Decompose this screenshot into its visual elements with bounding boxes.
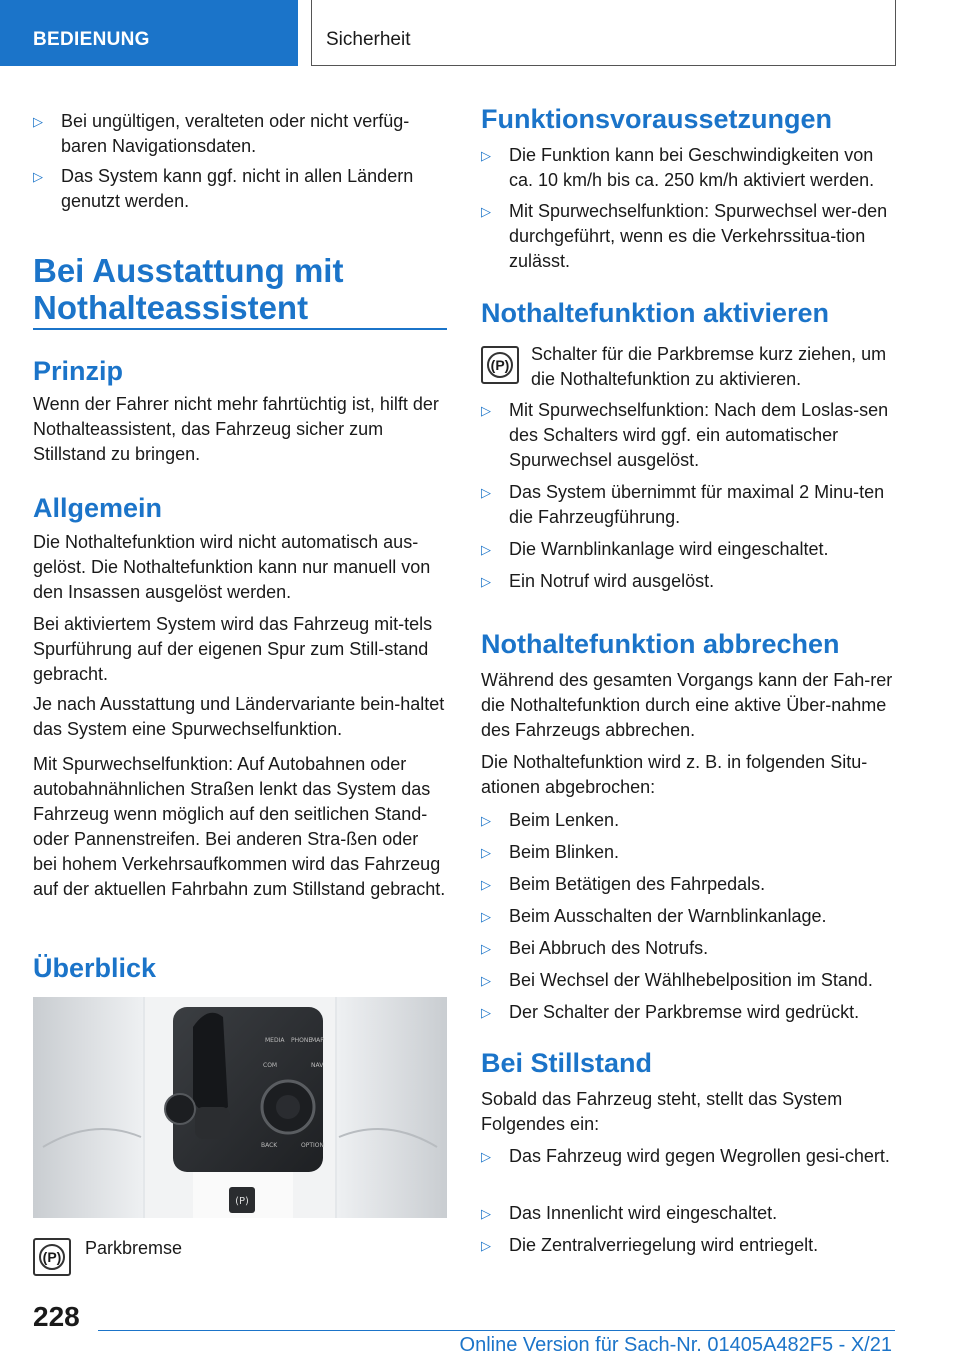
- page-header: [0, 0, 960, 66]
- heading-rule: [33, 328, 447, 330]
- footer-rule: [98, 1330, 895, 1331]
- list-item: ▷ Der Schalter der Parkbremse wird gedrückt.: [481, 1000, 897, 1025]
- bullet-triangle-icon: ▷: [33, 169, 43, 184]
- list-item: ▷ Die Zentralverriegelung wird entriegelt.: [481, 1233, 897, 1258]
- heading-ueberblick: Überblick: [33, 953, 157, 983]
- list-item: ▷ Beim Blinken.: [481, 840, 897, 865]
- photo-label-com: COM: [263, 1062, 278, 1069]
- list-item: ▷ Die Warnblinkanlage wird eingeschaltet.: [481, 537, 897, 562]
- photo-label-media: MEDIA: [265, 1037, 285, 1044]
- svg-text:(P): (P): [235, 1196, 249, 1207]
- bullet-triangle-icon: ▷: [481, 813, 491, 828]
- bullet-triangle-icon: ▷: [33, 114, 43, 129]
- paragraph: Schalter für die Parkbremse kurz ziehen, um die Nothaltefunktion zu aktivieren.: [531, 344, 887, 389]
- list-item: ▷ Ein Notruf wird ausgelöst.: [481, 569, 897, 594]
- paragraph: Mit Spurwechselfunktion: Auf Autobahnen oder autobahnähnlichen Straßen lenkt das System das Fahrzeug wenn möglich auf den seitlichen Stand- oder Pannenstreifen. Bei anderen Stra-ßen oder bei hohem Verkehrsaufkommen wird das Fahrzeug auf der aktuellen Fahrbahn zum Stillstand gebracht.: [33, 754, 446, 899]
- bullet-triangle-icon: ▷: [481, 877, 491, 892]
- list-item: ▷ Beim Betätigen des Fahrpedals.: [481, 872, 897, 897]
- bullet-triangle-icon: ▷: [481, 1238, 491, 1253]
- bullet-triangle-icon: ▷: [481, 1005, 491, 1020]
- parking-brake-icon: (P): [481, 346, 519, 384]
- bullet-triangle-icon: ▷: [481, 1206, 491, 1221]
- list-item: ▷ Das System kann ggf. nicht in allen Ländern genutzt werden.: [33, 166, 414, 211]
- figure-caption: Parkbremse: [85, 1238, 183, 1258]
- list-item: ▷ Beim Lenken.: [481, 808, 897, 833]
- paragraph: Die Nothaltefunktion wird z. B. in folgenden Situ-ationen abgebrochen:: [481, 752, 868, 797]
- paragraph: Wenn der Fahrer nicht mehr fahrtüchtig ist, hilft der Nothalteassistent, das Fahrzeug sicher zum Stillstand zu bringen.: [33, 394, 439, 464]
- bullet-triangle-icon: ▷: [481, 485, 491, 500]
- bullet-triangle-icon: ▷: [481, 542, 491, 557]
- bullet-triangle-icon: ▷: [481, 941, 491, 956]
- list-item: ▷ Das System übernimmt für maximal 2 Minu-ten die Fahrzeugführung.: [481, 482, 885, 527]
- heading-nothaltefunktion-aktivieren: Nothaltefunktion aktivieren: [481, 298, 830, 328]
- paragraph: Bei aktiviertem System wird das Fahrzeug mit-tels Spurführung auf der eigenen Spur zum Still-stand gebracht.: [33, 614, 433, 684]
- chapter-heading: Bei Ausstattung mit Nothalteassistent: [33, 252, 344, 326]
- gear-console-photo: [33, 997, 447, 1218]
- chapter-tab: BEDIENUNG: [0, 0, 298, 66]
- paragraph: Die Nothaltefunktion wird nicht automatisch aus-gelöst. Die Nothaltefunktion kann nur manuell von den Insassen ausgelöst werden.: [33, 532, 431, 602]
- list-item: ▷ Das Innenlicht wird eingeschaltet.: [481, 1201, 897, 1226]
- heading-prinzip: Prinzip: [33, 356, 124, 386]
- list-item: ▷ Bei ungültigen, veralteten oder nicht verfüg-baren Navigationsdaten.: [33, 111, 410, 156]
- paragraph: Sobald das Fahrzeug steht, stellt das System Folgendes ein:: [481, 1089, 843, 1134]
- photo-label-map: MAP: [311, 1037, 324, 1044]
- list-item: ▷ Beim Ausschalten der Warnblinkanlage.: [481, 904, 897, 929]
- bullet-triangle-icon: ▷: [481, 403, 491, 418]
- bullet-triangle-icon: ▷: [481, 148, 491, 163]
- list-item: ▷ Mit Spurwechselfunktion: Spurwechsel wer-den durchgeführt, wenn es die Verkehrssitua-tion zulässt.: [481, 201, 888, 271]
- page-number: 228: [33, 1301, 80, 1332]
- paragraph: Je nach Ausstattung und Ländervariante bein-haltet das System eine Spurwechselfunktion.: [33, 694, 445, 739]
- heading-allgemein: Allgemein: [33, 493, 163, 523]
- heading-bei-stillstand: Bei Stillstand: [481, 1048, 653, 1078]
- bullet-triangle-icon: ▷: [481, 845, 491, 860]
- photo-label-back: BACK: [261, 1142, 278, 1149]
- bullet-triangle-icon: ▷: [481, 909, 491, 924]
- list-item: ▷ Bei Wechsel der Wählhebelposition im Stand.: [481, 968, 897, 993]
- photo-label-option: OPTION: [301, 1142, 324, 1149]
- parking-brake-icon: (P): [33, 1238, 71, 1276]
- photo-label-phone: PHONE: [291, 1037, 313, 1044]
- heading-nothaltefunktion-abbrechen: Nothaltefunktion abbrechen: [481, 629, 840, 659]
- list-item: ▷ Bei Abbruch des Notrufs.: [481, 936, 897, 961]
- section-title: Sicherheit: [311, 0, 896, 66]
- footer-online-version: Online Version für Sach-Nr. 01405A482F5 - X/21: [459, 1334, 892, 1356]
- bullet-triangle-icon: ▷: [481, 973, 491, 988]
- heading-funktionsvoraussetzungen: Funktionsvoraussetzungen: [481, 104, 833, 134]
- list-item: ▷ Das Fahrzeug wird gegen Wegrollen gesi-chert.: [481, 1144, 897, 1169]
- photo-label-nav: NAV: [311, 1062, 324, 1069]
- list-item: ▷ Die Funktion kann bei Geschwindigkeiten von ca. 10 km/h bis ca. 250 km/h aktiviert werden.: [481, 145, 875, 190]
- paragraph: Während des gesamten Vorgangs kann der Fah-rer die Nothaltefunktion durch eine aktive Über-nahme des Fahrzeugs abbrechen.: [481, 670, 893, 740]
- list-item: ▷ Mit Spurwechselfunktion: Nach dem Loslas-sen des Schalters wird ggf. ein automatischer Spurwechsel ausgelöst.: [481, 400, 889, 470]
- bullet-triangle-icon: ▷: [481, 1149, 491, 1164]
- bullet-triangle-icon: ▷: [481, 204, 491, 219]
- bullet-triangle-icon: ▷: [481, 574, 491, 589]
